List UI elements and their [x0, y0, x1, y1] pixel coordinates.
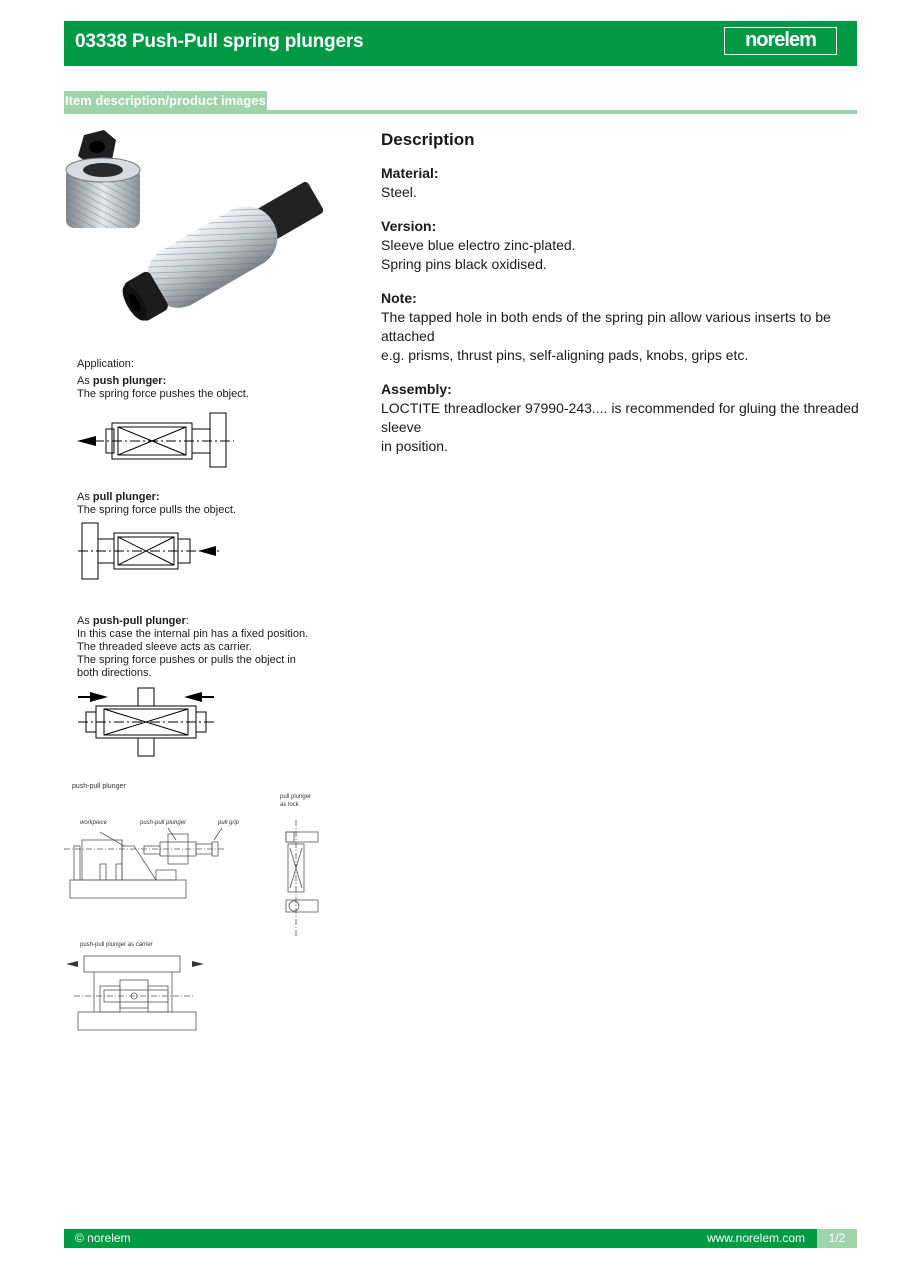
pushpull-line-3: The spring force pushes or pulls the object in — [77, 654, 296, 666]
pushpull-bold: push-pull plunger — [92, 615, 186, 627]
version-block — [381, 217, 861, 274]
product-images-column — [64, 130, 334, 1036]
note-label: Note: — [381, 290, 417, 306]
application-heading: Application: — [77, 358, 134, 370]
website-link[interactable]: www.norelem.com — [706, 1231, 805, 1245]
copyright: © norelem — [75, 1231, 131, 1245]
lock-label-2: as lock — [280, 802, 299, 808]
drawing-title: push-pull plunger — [72, 783, 126, 790]
note-line-1: The tapped hole in both ends of the spring pin allow various inserts to be attached — [381, 309, 831, 344]
push-prefix: As — [77, 375, 93, 387]
page-title: 03338 Push-Pull spring plungers — [75, 31, 364, 52]
pull-plunger-diagram — [74, 519, 254, 585]
carrier-drawing — [74, 956, 196, 1030]
note-line-2: e.g. prisms, thrust pins, self-aligning pads, knobs, grips etc. — [381, 347, 749, 363]
spring-pin-image — [112, 170, 332, 333]
section-label: Item description/product images — [64, 91, 267, 111]
push-pull-plunger-diagram — [74, 682, 254, 762]
pushpull-prefix: As — [77, 615, 93, 627]
pushpull-callout: push-pull plunger — [140, 820, 187, 826]
push-plunger-diagram — [74, 405, 254, 475]
material-block — [381, 164, 861, 202]
version-line-2: Spring pins black oxidised. — [381, 256, 547, 272]
assembly-label: Assembly: — [381, 381, 452, 397]
note-block — [381, 289, 861, 365]
page-number: 1/2 — [817, 1229, 857, 1248]
pull-prefix: As — [77, 491, 93, 503]
push-plunger-text: The spring force pushes the object. — [77, 388, 249, 400]
material-label: Material: — [381, 165, 439, 181]
workpiece-label: workpiece — [80, 820, 108, 826]
fixture-drawing — [64, 828, 224, 898]
pushpull-line-1: In this case the internal pin has a fixed position. — [77, 628, 309, 640]
version-line-1: Sleeve blue electro zinc-plated. — [381, 237, 576, 253]
threaded-sleeve-image — [66, 130, 140, 228]
assembly-line-1: LOCTITE threadlocker 97990-243.... is recommended for gluing the threaded sleeve — [381, 400, 859, 435]
pull-bold: pull plunger: — [92, 491, 160, 503]
pushpull-suffix: : — [185, 615, 189, 627]
lock-drawing — [286, 820, 318, 938]
material-value: Steel. — [381, 184, 417, 200]
product-photo — [64, 130, 334, 340]
pushpull-line-2: The threaded sleeve acts as carrier. — [77, 641, 252, 653]
page-footer — [64, 1229, 857, 1248]
technical-drawings — [64, 776, 334, 1036]
page-header — [64, 21, 857, 66]
pull-plunger-text: The spring force pulls the object. — [77, 504, 236, 516]
description-heading: Description — [381, 130, 475, 149]
carrier-label: push-pull plunger as carrier — [80, 942, 153, 948]
assembly-block — [381, 380, 861, 456]
version-label: Version: — [381, 218, 437, 234]
pull-plunger-label — [77, 491, 334, 504]
assembly-line-2: in position. — [381, 438, 448, 454]
pushpull-line-4: both directions. — [77, 667, 152, 679]
push-plunger-label — [77, 375, 334, 388]
push-bold: push plunger: — [92, 375, 167, 387]
push-pull-plunger-label — [77, 615, 334, 628]
norelem-logo: norelem — [724, 27, 837, 55]
lock-label-1: pull plunger — [280, 794, 312, 800]
pullgrip-callout: pull grip — [218, 820, 240, 826]
description-panel — [381, 130, 861, 471]
